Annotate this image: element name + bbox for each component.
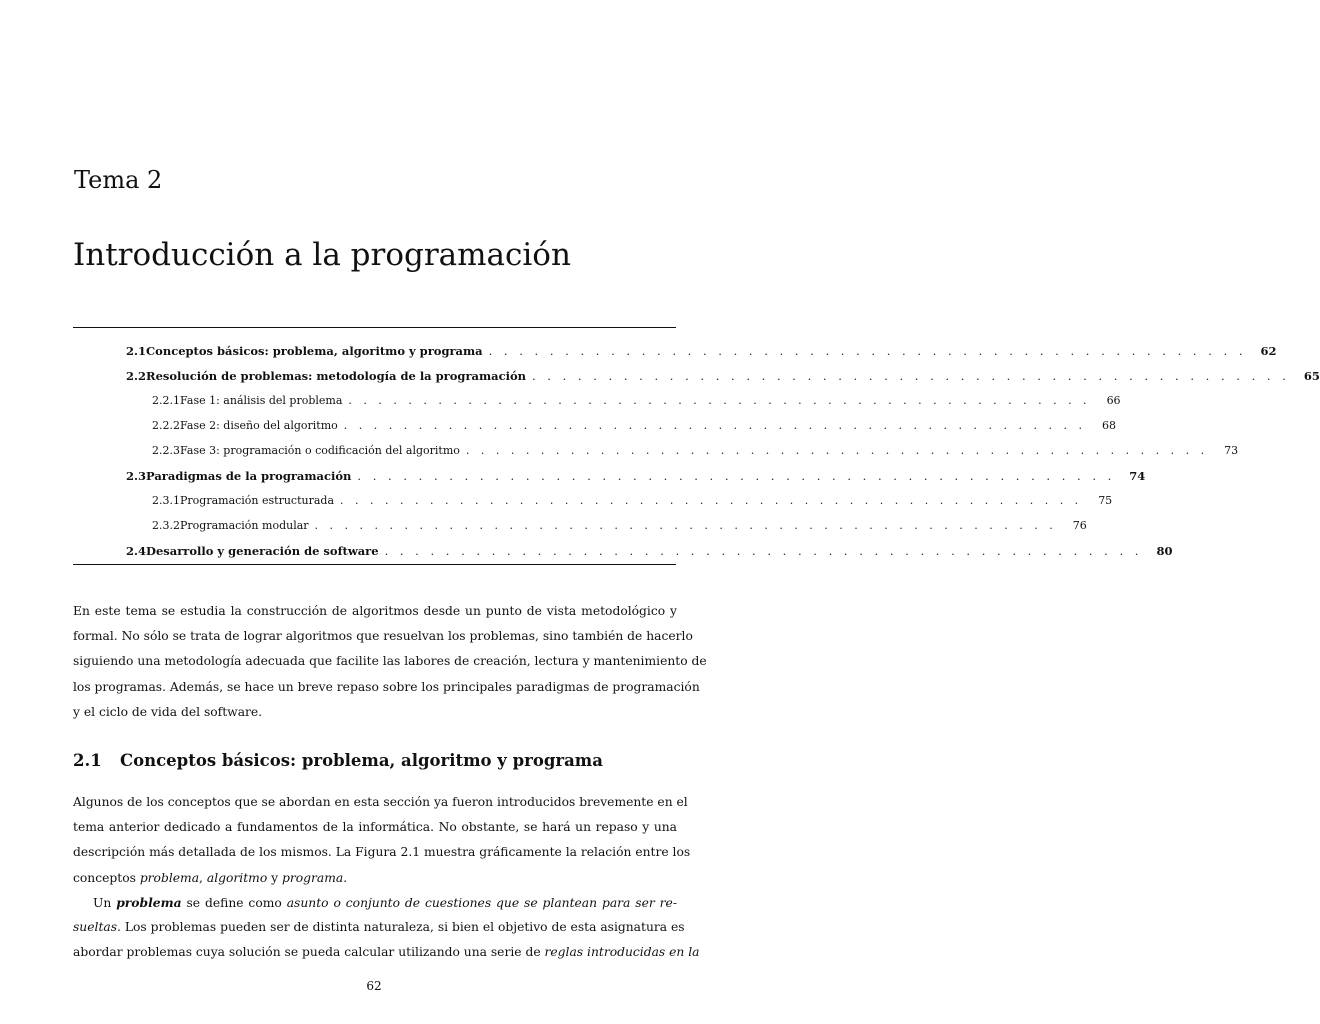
text-run: Un — [93, 896, 117, 910]
toc-entry-page: 62 — [1260, 344, 1277, 358]
toc-leader-dots: . . . . . . . . . . . . . . . . . . . . . . . . . . . . . . . . . . . . . . . . . . . . . . . . . . — [488, 344, 1247, 358]
text-run: . Los problemas pueden ser de distinta naturaleza, si bien el objetivo de esta asignatura es — [117, 920, 685, 935]
toc-entry-title: Fase 3: programación o codificación del algoritmo — [180, 444, 460, 457]
chapter-title: Introducción a la programación — [73, 237, 571, 273]
section-title: Conceptos básicos: problema, algoritmo y programa — [120, 751, 603, 770]
text-run: , — [199, 870, 207, 885]
toc-entry-number: 2.2.1 — [152, 394, 180, 407]
section-number: 2.1 — [73, 751, 102, 770]
body-line — [73, 890, 677, 915]
intro-paragraph — [73, 599, 707, 725]
toc-leader-dots: . . . . . . . . . . . . . . . . . . . . . . . . . . . . . . . . . . . . . . . . . . . . . . . . . . — [314, 519, 1057, 532]
toc-entry-number: 2.4 — [126, 544, 147, 558]
toc-entry-number: 2.2 — [126, 369, 147, 383]
toc-entry-title: Fase 1: análisis del problema — [180, 394, 343, 407]
section-paragraph-2 — [73, 890, 700, 966]
toc-entry-page: 75 — [1098, 494, 1113, 507]
toc-entry-title: Paradigmas de la programación — [146, 469, 352, 483]
chapter-label: Tema 2 — [74, 166, 163, 194]
section-heading — [73, 751, 603, 770]
toc-entry-title: Resolución de problemas: metodología de la programación — [146, 369, 526, 383]
toc-entry-title: Fase 2: diseño del algoritmo — [180, 419, 338, 432]
toc-entry[interactable] — [152, 519, 1087, 532]
body-line: Algunos de los conceptos que se abordan en esta sección ya fueron introducidos brevemente en el — [73, 795, 688, 809]
toc-entry-number: 2.2.3 — [152, 444, 180, 457]
body-line: descripción más detallada de los mismos. La Figura 2.1 muestra gráficamente la relación entre los — [73, 845, 691, 860]
term-algoritmo: algoritmo — [206, 870, 268, 885]
toc-entry-number: 2.2.2 — [152, 419, 180, 432]
toc-entry-page: 68 — [1101, 419, 1116, 432]
body-line — [73, 940, 700, 965]
text-run: y — [267, 870, 282, 885]
toc-entry[interactable] — [152, 494, 1113, 507]
toc-entry[interactable] — [152, 394, 1121, 407]
toc-entry-page: 76 — [1072, 519, 1087, 532]
toc-leader-dots: . . . . . . . . . . . . . . . . . . . . . . . . . . . . . . . . . . . . . . . . . . . . . . . . . . — [340, 494, 1083, 507]
intro-line: formal. No sólo se trata de lograr algoritmos que resuelvan los problemas, sino también de hacerlo — [73, 629, 693, 644]
section-paragraph-1 — [73, 790, 691, 891]
toc-entry-page: 65 — [1303, 369, 1320, 383]
toc-entry-number: 2.3.1 — [152, 494, 180, 507]
toc-leader-dots: . . . . . . . . . . . . . . . . . . . . . . . . . . . . . . . . . . . . . . . . . . . . . . . . . . — [343, 419, 1086, 432]
body-line — [73, 915, 685, 940]
toc-bottom-rule — [73, 564, 676, 565]
toc-entry-page: 80 — [1156, 544, 1173, 558]
intro-line: siguiendo una metodología adecuada que facilite las labores de creación, lectura y mantenimiento de — [73, 654, 707, 669]
toc-entry[interactable] — [126, 344, 1277, 358]
toc-entry[interactable] — [152, 444, 1239, 457]
term-programa: programa — [282, 870, 344, 885]
toc-entry-page: 73 — [1224, 444, 1239, 457]
toc-entry-number: 2.3 — [126, 469, 147, 483]
text-run: se define como — [181, 896, 287, 910]
toc-entry-title: Conceptos básicos: problema, algoritmo y programa — [146, 344, 483, 358]
page-number: 62 — [366, 979, 382, 993]
toc-entry[interactable] — [126, 369, 1320, 383]
text-run: conceptos — [73, 870, 140, 885]
toc-leader-dots: . . . . . . . . . . . . . . . . . . . . . . . . . . . . . . . . . . . . . . . . . . . . . . . . . . — [348, 394, 1091, 407]
text-run: . — [343, 870, 348, 885]
toc-entry[interactable] — [126, 469, 1146, 483]
toc-entry-number: 2.1 — [126, 344, 147, 358]
body-line: tema anterior dedicado a fundamentos de la informática. No obstante, se hará un repaso y una — [73, 820, 677, 835]
intro-line: En este tema se estudia la construcción de algoritmos desde un punto de vista metodológico y — [73, 604, 677, 618]
toc-top-rule — [73, 327, 676, 328]
toc-leader-dots: . . . . . . . . . . . . . . . . . . . . . . . . . . . . . . . . . . . . . . . . . . . . . . . . . . — [465, 444, 1209, 457]
term-problema: problema — [139, 870, 200, 885]
italic-phrase: reglas introducidas en la — [544, 945, 700, 960]
toc-entry-title: Programación modular — [180, 519, 309, 532]
term-problema-bold: problema — [116, 895, 182, 910]
text-run: abordar problemas cuya solución se pueda calcular utilizando una serie de — [73, 945, 545, 960]
toc-entry-page: 66 — [1106, 394, 1121, 407]
toc-leader-dots: . . . . . . . . . . . . . . . . . . . . . . . . . . . . . . . . . . . . . . . . . . . . . . . . . . — [357, 469, 1116, 483]
definition-italic: asunto o conjunto de cuestiones que se plantean para ser re- — [286, 896, 677, 910]
toc-entry[interactable] — [126, 544, 1173, 558]
intro-line: los programas. Además, se hace un breve repaso sobre los principales paradigmas de programación — [73, 679, 700, 694]
body-line — [73, 866, 677, 891]
toc-leader-dots: . . . . . . . . . . . . . . . . . . . . . . . . . . . . . . . . . . . . . . . . . . . . . . . . . . — [531, 369, 1290, 383]
toc-entry[interactable] — [152, 419, 1116, 432]
definition-italic: sueltas — [73, 920, 118, 935]
intro-line: y el ciclo de vida del software. — [73, 704, 263, 719]
toc-entry-title: Desarrollo y generación de software — [146, 544, 379, 558]
toc-entry-title: Programación estructurada — [180, 494, 335, 507]
toc-entry-number: 2.3.2 — [152, 519, 180, 532]
toc-leader-dots: . . . . . . . . . . . . . . . . . . . . . . . . . . . . . . . . . . . . . . . . . . . . . . . . . . — [384, 544, 1143, 558]
toc-entry-page: 74 — [1129, 469, 1146, 483]
